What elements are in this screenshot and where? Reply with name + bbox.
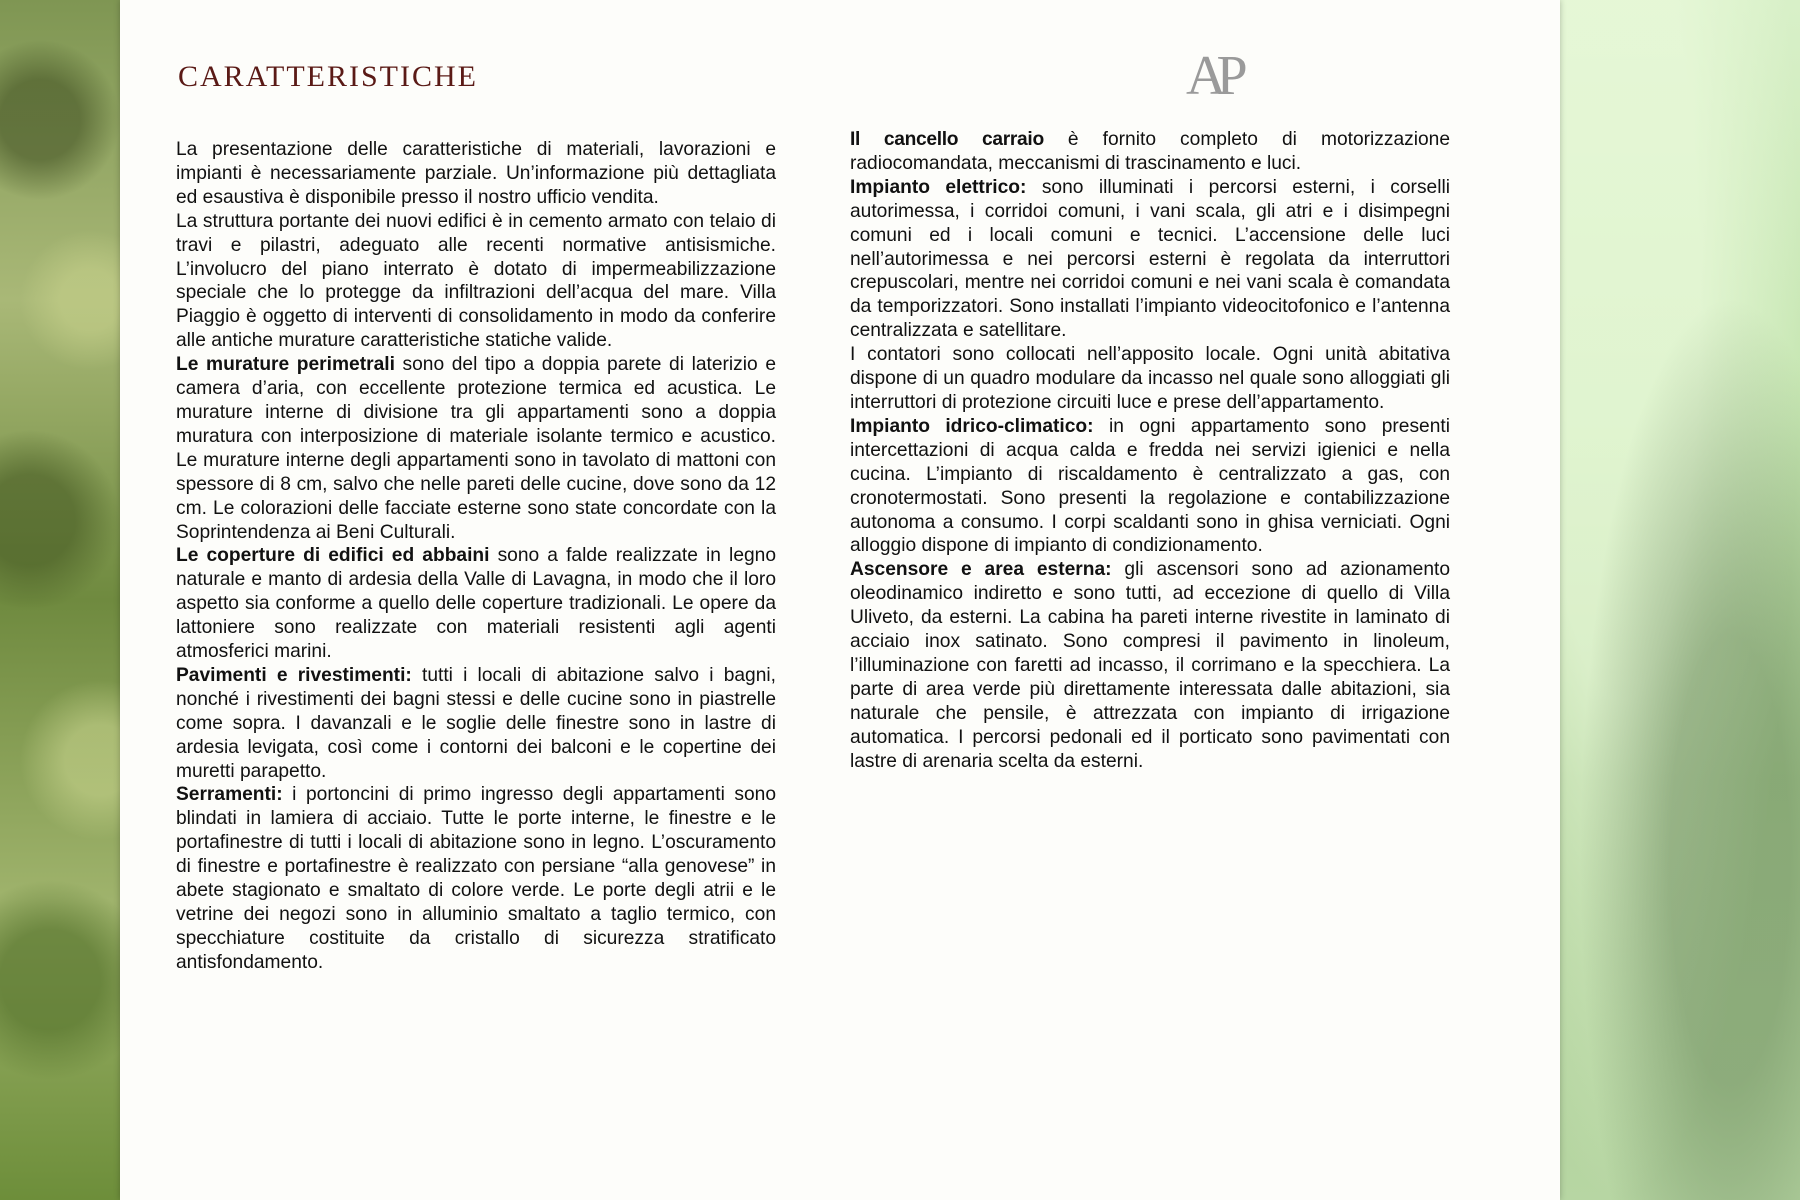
- document-page: [120, 0, 1560, 1200]
- paragraph-text: sono a falde realizzate in legno naturale e manto di ardesia della Valle di Lavagna, in modo che il loro aspetto sia conforme a quello delle coperture tradizionali. Le opere da lattoniere sono realizzate con materiali resistenti agli agenti atmosferici marini.: [176, 545, 777, 663]
- paragraph-text: I contatori sono collocati nell’apposito locale. Ogni unità abitativa dispone di un quadro modulare da incasso nel quale sono alloggiati gli interruttori di protezione circuiti luce e prese dell’appartamento.: [850, 344, 1450, 413]
- paragraph-text: La presentazione delle caratteristiche di materiali, lavorazioni e impianti è necessariamente parziale. Un’informazione più dettagliata ed esaustiva è disponibile presso il nostro ufficio vendita.: [176, 139, 776, 208]
- paragraph-text: sono illuminati i percorsi esterni, i corselli autorimessa, i corridoi comuni, i vani scala, gli atri e i disimpegni comuni ed i locali comuni e tecnici. L’accensione delle luci nell’autorimessa e nei percorsi esterni è regolata da interruttori crepuscolari, mentre nei corridoi comuni e nei vani scala è comandata da temporizzatori. Sono installati l’impianto videocitofonico e l’antenna centralizzata e satellitare.: [850, 176, 1450, 342]
- paragraph-text: La struttura portante dei nuovi edifici è in cemento armato con telaio di travi e pilastri, adeguato alle recenti normative antisismiche. L’involucro del piano interrato è dotato di impermeabilizzazione speciale che lo protegge da infiltrazioni dell’acqua del mare. Villa Piaggio è oggetto di interventi di consolidamento in modo da conferire alle antiche murature caratteristiche statiche valide.: [176, 210, 776, 352]
- fixtures-paragraph: [176, 783, 776, 974]
- left-text-column: [176, 138, 776, 975]
- paragraph-text: tutti i locali di abitazione salvo i bagni, nonché i rivestimenti dei bagni stessi e delle cucine sono in piastrelle come sopra. I davanzali e le soglie delle finestre sono in lastre di ardesia levigata, così come i contorni dei balconi e le copertine dei muretti parapetto.: [176, 664, 776, 782]
- paragraph-text: sono del tipo a doppia parete di laterizio e camera d’aria, con eccellente protezione termica ed acustica. Le murature interne di divisione tra gli appartamenti sono a doppia muratura con interposizione di materiale isolante termico e acustico. Le murature interne degli appartamenti sono in tavolato di mattoni con spessore di 8 cm, salvo che nelle pareti delle cucine, dove sono da 12 cm. Le colorazioni delle facciate esterne sono state concordate con la Soprintendenza ai Beni Culturali.: [176, 354, 776, 543]
- electrical-paragraph: [850, 176, 1450, 343]
- brand-logo: AP: [1186, 45, 1238, 107]
- intro-paragraph: [176, 138, 776, 210]
- paragraph-heading: Il cancello carraio: [850, 129, 1044, 150]
- paragraph-heading: Le coperture di edifici ed abbaini: [176, 545, 490, 567]
- gate-paragraph: [850, 128, 1450, 176]
- paragraph-text: i portoncini di primo ingresso degli appartamenti sono blindati in lamiera di acciaio. Tutte le porte interne, le finestre e le portafinestre di tutti i locali di abitazione sono in legno. L’oscuramento di finestre e portafinestre è realizzato con persiane “alla genovese” in abete stagionato e smaltato di colore verde. Le porte degli atrii e le vetrine dei negozi sono in alluminio smaltato a taglio termico, con specchiature costituite da cristallo di sicurezza stratificato antisfondamento.: [176, 784, 776, 973]
- paragraph-heading: Le murature perimetrali: [176, 354, 395, 376]
- plumbing-climate-paragraph: [850, 415, 1450, 558]
- paragraph-text: gli ascensori sono ad azionamento oleodinamico indiretto e sono tutti, ad eccezione di quello di Villa Uliveto, da esterni. La cabina ha pareti interne rivestite in laminato di acciaio inox satinato. Sono compresi il pavimento in linoleum, l’illuminazione con faretti ad incasso, il corrimano e la specchiera. La parte di area verde più direttamente interessata dalle abitazioni, sia naturale che pensile, è attrezzata con impianto di irrigazione automatica. I percorsi pedonali ed il porticato sono pavimentati con lastre di arenaria scelta da esterni.: [850, 559, 1450, 772]
- paragraph-heading: Pavimenti e rivestimenti:: [176, 664, 412, 686]
- meters-paragraph: [850, 343, 1450, 415]
- paragraph-heading: Ascensore e area esterna:: [850, 559, 1112, 581]
- structure-paragraph: [176, 210, 776, 353]
- roofing-paragraph: [176, 544, 776, 664]
- paragraph-text: in ogni appartamento sono presenti intercettazioni di acqua calda e fredda nei servizi igienici e nella cucina. L’impianto di riscaldamento è centralizzato a gas, con cronotermostati. Sono presenti la regolazione e contabilizzazione autonoma a consumo. I corpi scaldanti sono in ghisa verniciati. Ogni alloggio dispone di impianto di condizionamento.: [850, 415, 1450, 557]
- paragraph-heading: Impianto elettrico:: [850, 176, 1027, 198]
- page-title: CARATTERISTICHE: [178, 60, 478, 93]
- right-text-column: [850, 128, 1450, 773]
- paragraph-heading: Serramenti:: [176, 784, 283, 806]
- flooring-paragraph: [176, 664, 776, 784]
- elevator-outdoor-paragraph: [850, 558, 1450, 773]
- paragraph-text: è fornito completo di motorizzazione radiocomandata, meccanismi di trascinamento e luci.: [850, 129, 1450, 174]
- paragraph-heading: Impianto idrico-climatico:: [850, 415, 1094, 437]
- perimeter-walls-paragraph: [176, 353, 776, 544]
